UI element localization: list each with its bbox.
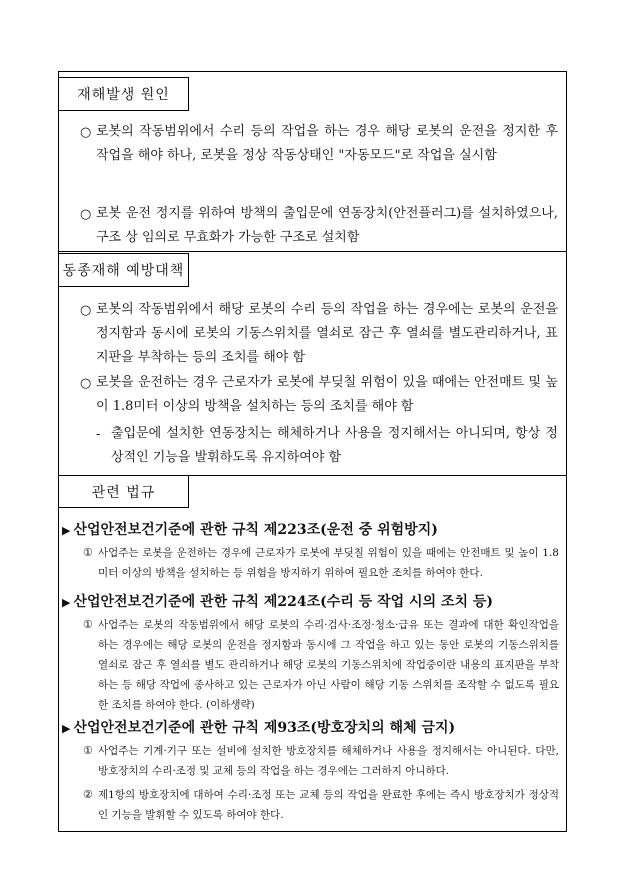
law-2-clause-1-num: ① [83,618,93,631]
triangle-right-icon: ▶ [62,722,71,735]
law-3-clause-1-text: 사업주는 기계·기구 또는 설비에 설치한 방호장치를 해체하거나 사용을 정지해서는 아니된다. 다만, 방호장치의 수리·조정 및 교체 등의 작업을 하는 경우에는 그러하지 아니하다. [98,745,559,777]
cause-item-2-text: 로봇 운전 정지를 위하여 방책의 출입문에 연동장치(안전플러그)를 설치하였으나, 구조 상 임의로 무효화가 가능한 구조로 설치함 [96,206,558,245]
law-heading-2-text: 산업안전보건기준에 관한 규칙 제224조(수리 등 작업 시의 조치 등) [73,594,494,610]
law-1-clause-1-num: ① [83,546,93,559]
law-3-clause-2-num: ② [83,788,93,801]
law-2-clause-1-text: 사업주는 로봇의 작동범위에서 해당 로봇의 수리·검사·조정·청소·급유 또는 결과에 대한 확인작업을 하는 경우에는 해당 로봇의 운전을 정지함과 동시에 그 작업을 하고 있는 동안 로봇의 기동스위치를 열쇠로 잠근 후 열쇠를 별도 관리하거나 해당 로봇의 기동스위치에 작업중이란 내용의 표지판을 부착하는 등 해당 작업에 종사하고 있는 근로자가 아닌 사람이 해당 기동 스위치를 조작할 수 없도록 필요한 조치를 하여야 한다. (이하생략) [98,619,559,711]
law-3-clause-2-text: 제1항의 방호장치에 대하여 수리·조정 또는 교체 등의 작업을 완료한 후에는 즉시 방호장치가 정상적인 기능을 발휘할 수 있도록 하여야 한다. [98,789,559,821]
section-title-cause [58,77,189,111]
cause-item-1-marker: ○ [80,125,92,140]
triangle-right-icon: ▶ [62,524,71,537]
prevention-sub-marker: - [96,427,101,442]
section-title-laws-text: 관련 법규 [91,484,156,501]
prevention-item-1-text: 로봇의 작동범위에서 해당 로봇의 수리 등의 작업을 하는 경우에는 로봇의 운전을 정지함과 동시에 로봇의 기동스위치를 열쇠로 잠근 후 열쇠를 별도관리하거나, 표지판을 부착하는 등의 조치를 해야 함 [96,302,558,365]
prevention-item-2-marker: ○ [80,376,92,391]
triangle-right-icon: ▶ [62,596,71,609]
law-heading-3-text: 산업안전보건기준에 관한 규칙 제93조(방호장치의 해체 금지) [73,720,456,736]
law-heading-3 [62,717,455,737]
section-title-cause-text: 재해발생 원인 [77,87,170,103]
section-title-laws [58,475,189,508]
section-title-prevention [58,253,189,287]
section-title-prevention-text: 동종재해 예방대책 [62,263,185,279]
law-1-clause-1-text: 사업주는 로봇을 운전하는 경우에 근로자가 로봇에 부딪칠 위험이 있을 때에는 안전매트 및 높이 1.8미터 이상의 방책을 설치하는 등 위험을 방지하기 위하여 필요한 조치를 하여야 한다. [98,547,559,579]
law-heading-1-text: 산업안전보건기준에 관한 규칙 제223조(운전 중 위험방지) [73,522,438,538]
prevention-item-1-marker: ○ [80,303,92,318]
law-3-clause-1-num: ① [83,744,93,757]
prevention-sub-text: 출입문에 설치한 연동장치는 해체하거나 사용을 정지해서는 아니되며, 항상 정상적인 기능을 발휘하도록 유지하여야 함 [111,426,558,465]
prevention-item-2-text: 로봇을 운전하는 경우 근로자가 로봇에 부딪칠 위험이 있을 때에는 안전매트 및 높이 1.8미터 이상의 방책을 설치하는 등의 조치를 해야 함 [96,375,558,414]
divider-1 [58,251,567,252]
cause-item-2-marker: ○ [80,207,92,222]
cause-item-1-text: 로봇의 작동범위에서 수리 등의 작업을 하는 경우 해당 로봇의 운전을 정지한 후 작업을 해야 하나, 로봇을 정상 작동상태인 "자동모드"로 작업을 실시함 [96,124,558,163]
law-heading-1 [62,519,438,539]
law-heading-2 [62,591,493,611]
